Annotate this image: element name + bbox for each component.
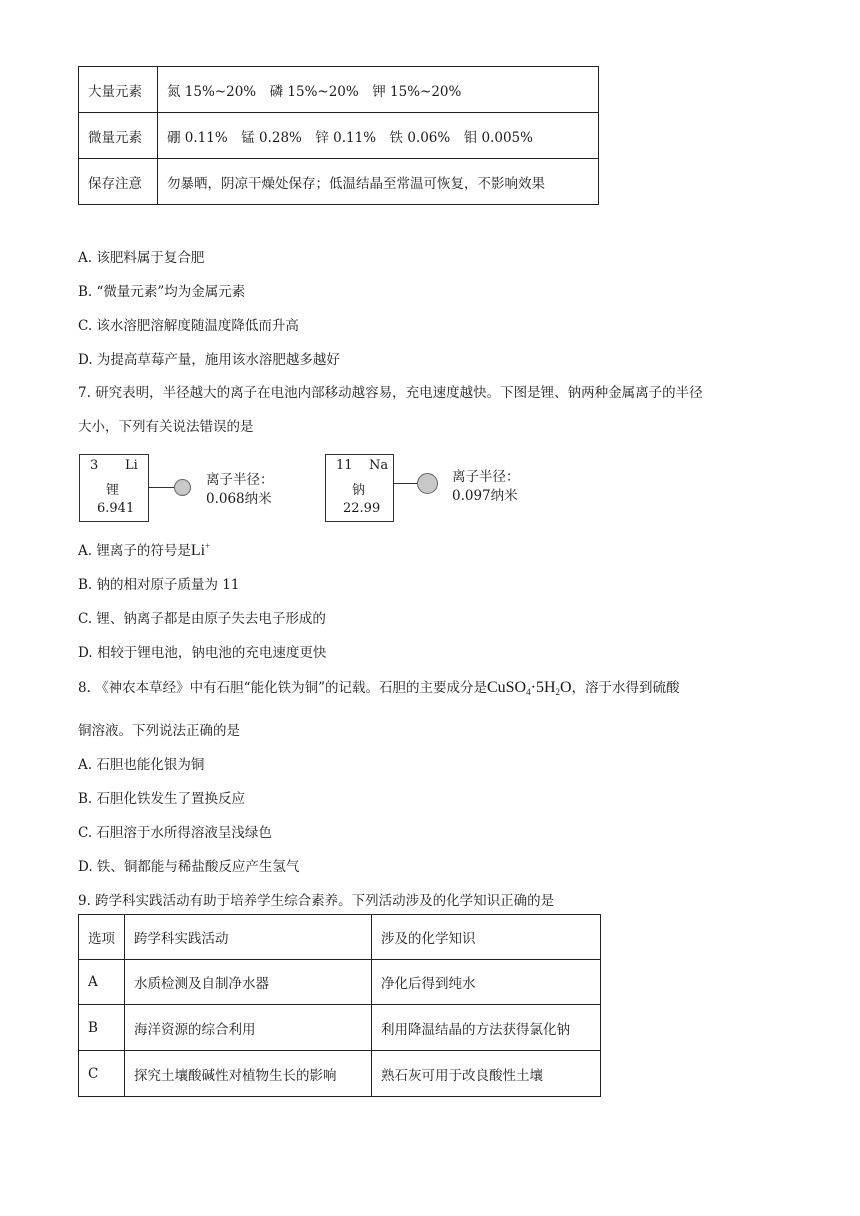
na-symbol: Na (369, 458, 389, 473)
row-value: 氮 15%~20% 磷 15%~20% 钾 15%~20% (158, 67, 599, 113)
q8-option-a: A. 石胆也能化银为铜 (78, 757, 205, 773)
q8-option-b: B. 石胆化铁发生了置换反应 (78, 791, 246, 807)
li-symbol: Li (125, 458, 138, 473)
na-radius-value: 0.097纳米 (452, 488, 518, 504)
table-row (79, 113, 599, 159)
na-ion-circle (417, 473, 438, 494)
q8-option-d: D. 铁、铜都能与稀盐酸反应产生氢气 (78, 859, 300, 875)
q8-stem-line1: 8. 《神农本草经》中有石胆“能化铁为铜”的记载。石胆的主要成分是$CuSO_4\cdot 5H_2O$，溶于水得到硫酸 (78, 679, 680, 697)
li-name: 锂 (106, 483, 120, 498)
row-value: 硼 0.11% 锰 0.28% 锌 0.11% 铁 0.06% 钼 0.005% (158, 113, 599, 159)
li-atomic-mass: 6.941 (97, 501, 135, 516)
q7-option-a: A. 锂离子的符号是Li+ (78, 541, 211, 559)
q6-option-d: D. 为提高草莓产量，施用该水溶肥越多越好 (78, 352, 340, 368)
header-knowledge: 涉及的化学知识 (372, 915, 601, 960)
q7-stem-line1: 7. 研究表明，半径越大的离子在电池内部移动越容易，充电速度越快。下图是锂、钠两种金属离子的半径 (78, 385, 703, 401)
cell-knowledge: 利用降温结晶的方法获得氯化钠 (372, 1005, 601, 1051)
na-name: 钠 (352, 483, 366, 498)
table-row (79, 159, 599, 205)
row-label: 微量元素 (79, 113, 158, 159)
na-atomic-mass: 22.99 (343, 501, 381, 516)
cell-knowledge: 净化后得到纯水 (372, 960, 601, 1005)
q7-option-d: D. 相较于锂电池，钠电池的充电速度更快 (78, 645, 327, 661)
cuso4-formula: $CuSO_4\cdot 5H_2O$ (486, 679, 572, 697)
li-connector (148, 487, 174, 488)
cell-option: B (79, 1005, 125, 1051)
q8-option-c: C. 石胆溶于水所得溶液呈浅绿色 (78, 825, 272, 841)
q7-option-c: C. 锂、钠离子都是由原子失去电子形成的 (78, 611, 326, 627)
header-option: 选项 (79, 915, 125, 960)
li-ion-circle (174, 479, 191, 496)
q9-table (78, 914, 601, 1097)
table-row (79, 1005, 601, 1051)
row-label: 保存注意 (79, 159, 158, 205)
cell-activity: 探究土壤酸碱性对植物生长的影响 (125, 1051, 372, 1097)
q9-stem: 9. 跨学科实践活动有助于培养学生综合素养。下列活动涉及的化学知识正确的是 (78, 893, 555, 909)
li-radius-label: 离子半径： (206, 472, 274, 488)
header-activity: 跨学科实践活动 (125, 915, 372, 960)
na-radius-label: 离子半径： (452, 469, 520, 485)
q6-option-c: C. 该水溶肥溶解度随温度降低而升高 (78, 318, 299, 334)
table-row (79, 1051, 601, 1097)
cell-option: A (79, 960, 125, 1005)
li-ion-formula: Li+ (190, 541, 211, 559)
cell-option: C (79, 1051, 125, 1097)
row-label: 大量元素 (79, 67, 158, 113)
na-atomic-number: 11 (336, 458, 353, 473)
na-connector (393, 483, 417, 484)
li-radius-value: 0.068纳米 (206, 491, 272, 507)
table-header-row (79, 915, 601, 960)
li-atomic-number: 3 (90, 458, 99, 473)
sodium-element-card (325, 454, 394, 522)
q7-stem-line2: 大小，下列有关说法错误的是 (78, 419, 254, 435)
lithium-element-card (79, 454, 149, 522)
cell-activity: 水质检测及自制净水器 (125, 960, 372, 1005)
q6-option-a: A. 该肥料属于复合肥 (78, 250, 205, 266)
q8-stem-line2: 铜溶液。下列说法正确的是 (78, 723, 240, 739)
q6-option-b: B. “微量元素”均为金属元素 (78, 284, 246, 300)
cell-knowledge: 熟石灰可用于改良酸性土壤 (372, 1051, 601, 1097)
q7-option-b: B. 钠的相对原子质量为 11 (78, 577, 240, 593)
fertilizer-table (78, 66, 599, 205)
table-row (79, 67, 599, 113)
cell-activity: 海洋资源的综合利用 (125, 1005, 372, 1051)
table-row (79, 960, 601, 1005)
row-value: 勿暴晒，阴凉干燥处保存；低温结晶至常温可恢复，不影响效果 (158, 159, 599, 205)
